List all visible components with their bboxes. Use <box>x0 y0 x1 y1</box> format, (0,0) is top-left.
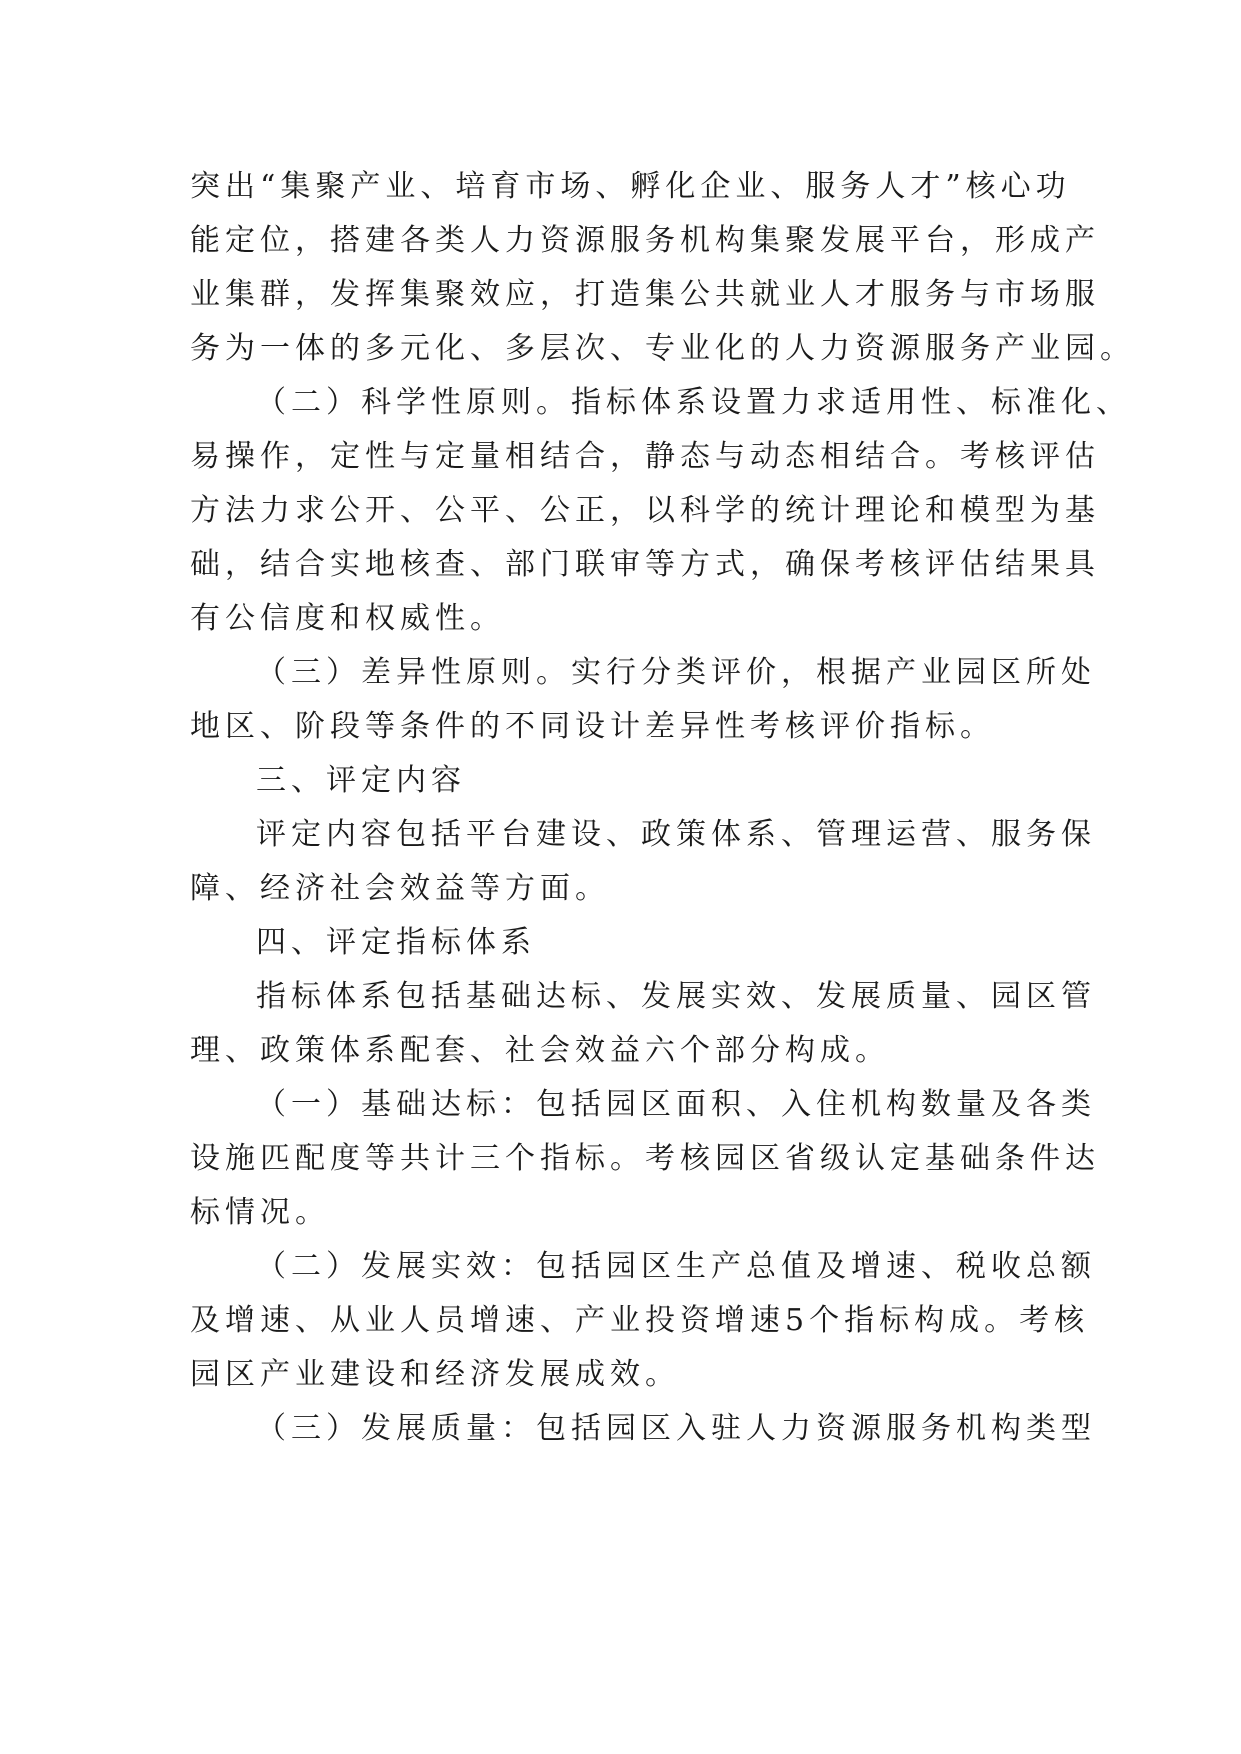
text-line: 障、经济社会效益等方面。 <box>190 871 610 906</box>
text-line: 业集群，发挥集聚效应，打造集公共就业人才服务与市场服 <box>190 277 1100 312</box>
text-line: 三、评定内容 <box>256 763 466 798</box>
text-line: 指标体系包括基础达标、发展实效、发展质量、园区管 <box>256 979 1096 1014</box>
text-line: 设施匹配度等共计三个指标。考核园区省级认定基础条件达 <box>190 1141 1100 1176</box>
text-line: 能定位，搭建各类人力资源服务机构集聚发展平台，形成产 <box>190 223 1100 258</box>
text-line: 突出“集聚产业、培育市场、孵化企业、服务人才”核心功 <box>190 169 1071 204</box>
text-line: 理、政策体系配套、社会效益六个部分构成。 <box>190 1033 890 1068</box>
text-line: 易操作，定性与定量相结合，静态与动态相结合。考核评估 <box>190 439 1100 474</box>
document-body <box>190 160 1135 1456</box>
text-line: 地区、阶段等条件的不同设计差异性考核评价指标。 <box>190 709 995 744</box>
text-line: 方法力求公开、公平、公正，以科学的统计理论和模型为基 <box>190 493 1100 528</box>
text-line: 标情况。 <box>190 1195 330 1230</box>
text-line: （三）差异性原则。实行分类评价，根据产业园区所处 <box>256 655 1096 690</box>
text-line: 务为一体的多元化、多层次、专业化的人力资源服务产业园。 <box>190 331 1135 366</box>
text-line: 评定内容包括平台建设、政策体系、管理运营、服务保 <box>256 817 1096 852</box>
text-line: 有公信度和权威性。 <box>190 601 505 636</box>
text-line: 础，结合实地核查、部门联审等方式，确保考核评估结果具 <box>190 547 1100 582</box>
text-line: 及增速、从业人员增速、产业投资增速5个指标构成。考核 <box>190 1303 1090 1338</box>
text-line: （三）发展质量：包括园区入驻人力资源服务机构类型 <box>256 1411 1096 1446</box>
text-line: （二）发展实效：包括园区生产总值及增速、税收总额 <box>256 1249 1096 1284</box>
text-line: （一）基础达标：包括园区面积、入住机构数量及各类 <box>256 1087 1096 1122</box>
text-line: 园区产业建设和经济发展成效。 <box>190 1357 680 1392</box>
text-line: 四、评定指标体系 <box>256 925 536 960</box>
text-line: （二）科学性原则。指标体系设置力求适用性、标准化、 <box>256 385 1131 420</box>
